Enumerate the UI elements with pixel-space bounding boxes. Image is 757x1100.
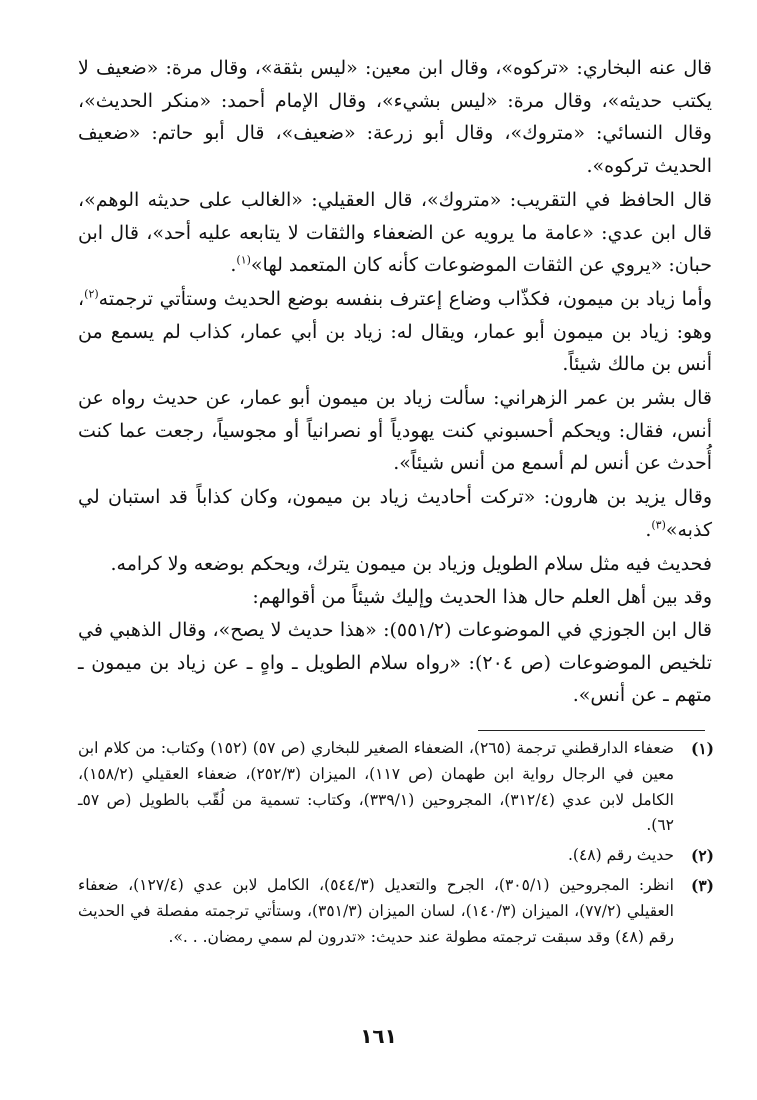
paragraph-text: قال بشر بن عمر الزهراني: سألت زياد بن ميمون أبو عمار، عن حديث رواه عن أنس، فقال: ويحكم أحسبوني كنت يهودياً أو نصرانياً أو مجوسياً، رجعت عما كنت أُحدث عن أنس لم أسمع من أنس شيئاً». — [78, 387, 712, 475]
footnote-3 — [78, 873, 714, 950]
paragraph-ziyad — [78, 283, 712, 381]
footnote-number: (٢) — [690, 846, 714, 866]
footnote-text: ضعفاء الدارقطني ترجمة (٢٦٥)، الضعفاء الصغير للبخاري (ص ٥٧) (١٥٢) وكتاب: من كلام ابن معين في الرجال رواية ابن طهمان (ص ١١٧)، الميزان (٢٥٢/٣)، ضعفاء العقيلي (١٥٨/٢)، الكامل لابن عدي (٣١٢/٤)، المجروحين (٣٣٩/١)، وكتاب: تسمية من لُقّب بالطويل (ص ٥٧ـ ٦٢). — [78, 739, 674, 835]
paragraph-bishr — [78, 382, 712, 480]
paragraph-text: ، وهو: زياد بن ميمون أبو عمار، ويقال له: زياد بن أبي عمار، كذاب لم يسمع من أنس بن مالك شيئاً. — [78, 287, 712, 376]
footnote-ref-1[interactable]: (١) — [236, 253, 251, 267]
footnote-1 — [78, 736, 714, 839]
footnote-2 — [78, 843, 714, 869]
footnote-number: (١) — [690, 739, 714, 758]
paragraph-text: وقد بين أهل العلم حال هذا الحديث وإليك شيئاً من أقوالهم: — [252, 586, 712, 609]
paragraph-text: وأما زياد بن ميمون، فكذّاب وضاع إعترف بنفسه بوضع الحديث وستأتي ترجمته — [98, 287, 712, 310]
paragraph-conclusion — [78, 548, 712, 581]
paragraph-bukhari-quotes — [78, 52, 712, 183]
footnotes — [78, 736, 714, 954]
footnote-text: حديث رقم (٤٨). — [567, 846, 674, 865]
paragraph-text: فحديث فيه مثل سلام الطويل وزياد بن ميمون يترك، ويحكم بوضعه ولا كرامه. — [110, 552, 712, 575]
footnote-number: (٣) — [690, 875, 714, 895]
footnote-text: انظر: المجروحين (٣٠٥/١)، الجرح والتعديل (٥٤٤/٣)، الكامل لابن عدي (١٢٧/٤)، ضعفاء العقيلي (٧٧/٢)، الميزان (١٤٠/٣)، لسان الميزان (٣٥١/٣)، وستأتي ترجمته مفصلة في الحديث رقم (٤٨) وقد سبقت ترجمته مطولة عند حديث: «تدرون لم سمي رمضان. . .». — [78, 875, 674, 946]
paragraph-text: قال عنه البخاري: «تركوه»، وقال ابن معين: «ليس بثقة»، وقال مرة: «ضعيف لا يكتب حديثه»، وقال مرة: «ليس بشيء»، وقال الإمام أحمد: «منكر الحديث»، وقال النسائي: «متروك»، وقال أبو زرعة: «ضعيف»، قال أبو حاتم: «ضعيف الحديث تركوه». — [78, 57, 712, 178]
page-number: ١٦١ — [360, 1024, 397, 1048]
main-text — [78, 52, 712, 712]
footnote-ref-2[interactable]: (٢) — [84, 287, 99, 301]
paragraph-ibn-jawzi — [78, 614, 712, 712]
paragraph-text: قال ابن الجوزي في الموضوعات (٥٥١/٢): «هذا حديث لا يصح»، وقال الذهبي في تلخيص الموضوعات (ص ٢٠٤): «رواه سلام الطويل ـ واهٍ ـ عن زياد بن ميمون ـ متهم ـ عن أنس». — [78, 618, 712, 707]
paragraph-text: وقال يزيد بن هارون: «تركت أحاديث زياد بن ميمون، وكان كذاباً قد استبان لي كذبه» — [78, 486, 712, 541]
footnote-ref-3[interactable]: (٣) — [651, 518, 666, 532]
paragraph-scholars-intro — [78, 581, 712, 614]
paragraph-yazid: وقال يزيد بن هارون: «تركت أحاديث زياد بن ميمون، وكان كذاباً قد استبان لي كذبه»$^{(٣)}$. — [78, 486, 712, 541]
paragraph-hafiz-quotes: قال الحافظ في التقريب: «متروك»، قال العقيلي: «الغالب على حديثه الوهم»، قال ابن عدي: «عامة ما يرويه عن الضعفاء والثقات لا يتابعه عليه أحد»، قال ابن حبان: «يروي عن الثقات الموضوعات كأنه كان المتعمد لها»$^{(١)}$. — [78, 188, 712, 277]
paragraph-text: قال الحافظ في التقريب: «متروك»، قال العقيلي: «الغالب على حديثه الوهم»، قال ابن عدي: «عامة ما يرويه عن الضعفاء والثقات لا يتابعه عليه أحد»، قال ابن حبان: «يروي عن الثقات الموضوعات كأنه كان المتعمد لها» — [78, 188, 712, 277]
footnote-divider — [478, 730, 705, 731]
